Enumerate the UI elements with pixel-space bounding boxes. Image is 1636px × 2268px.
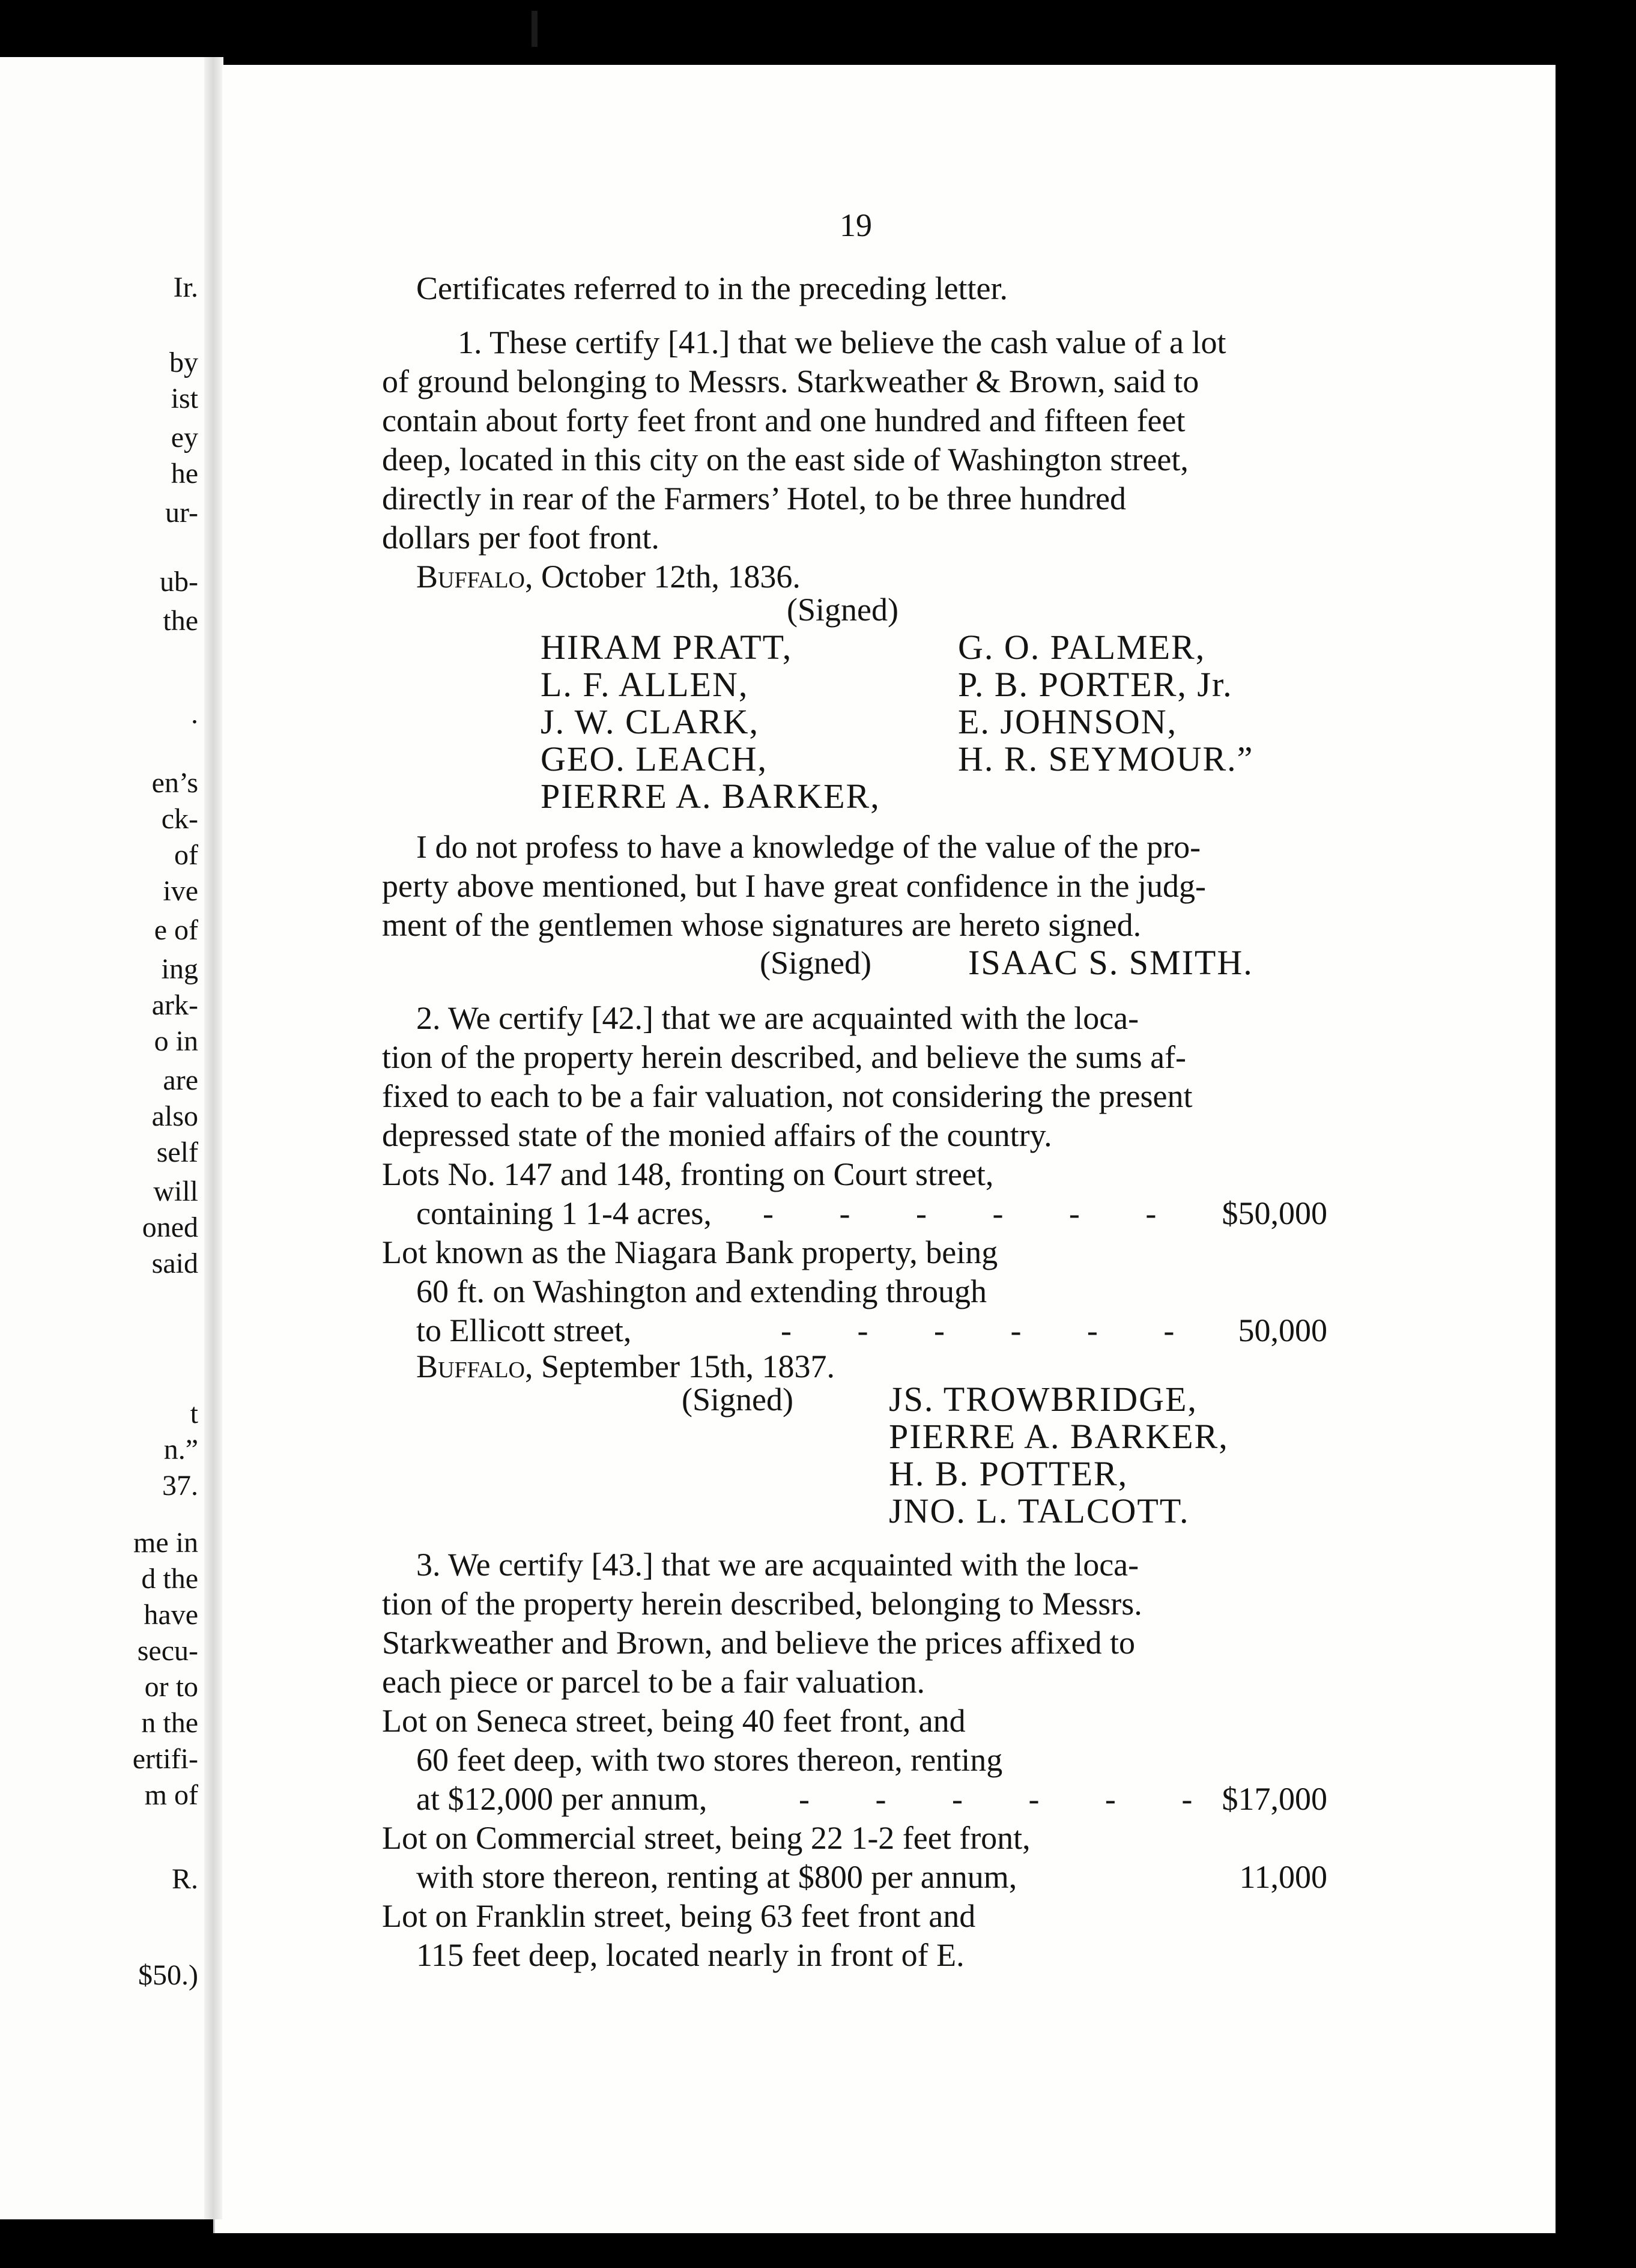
left-fragment: ey [171,422,198,453]
leader-dots: - - - - - - [781,1312,1204,1348]
cert1-signer: PIERRE A. BARKER, [541,777,880,816]
cert1-date: , October 12th, 1836. [525,559,801,595]
left-fragment: Ir. [173,271,198,303]
cert2-line: fixed to each to be a fair valuation, not considering the present [382,1078,1193,1114]
left-fragment: he [171,458,198,490]
cert3-line: 3. We certify [43.] that we are acquainted with the loca- [416,1547,1139,1583]
left-fragment: ub- [160,566,198,598]
cert3-item-line: Lot on Franklin street, being 63 feet front and [382,1898,976,1934]
left-fragment: ive [163,875,198,907]
cert3-line: Starkweather and Brown, and believe the prices affixed to [382,1625,1136,1661]
top-mark [532,11,538,47]
cert1-signer: J. W. CLARK, [541,702,760,741]
cert2-date: , September 15th, 1837. [525,1348,835,1384]
cert1-place: Buffalo [416,559,526,595]
left-fragment: $50.) [138,1959,198,1991]
left-fragment: self [156,1136,198,1168]
left-fragment: or to [144,1671,198,1703]
left-fragment: m of [144,1779,198,1811]
cert3-line: each piece or parcel to be a fair valuation. [382,1664,925,1700]
left-fragment: n the [141,1707,198,1739]
cert1-signer: G. O. PALMER, [958,628,1206,667]
cert1-dateline [416,559,801,595]
left-fragment: ist [171,383,198,414]
cert1-signer: H. R. SEYMOUR.” [958,739,1254,778]
cert2-item-line: 60 ft. on Washington and extending through [416,1273,987,1309]
left-fragment: of [174,839,198,871]
cert2-signed: (Signed) [682,1381,793,1418]
cert1-line: dollars per foot front. [382,520,659,556]
left-fragment: are [163,1064,198,1096]
cert1-signed: (Signed) [787,592,898,628]
cert1-line: contain about forty feet front and one hundred and fifteen feet [382,402,1186,438]
cert3-item-line: 115 feet deep, located nearly in front of E. [416,1937,965,1973]
cert2-line: 2. We certify [42.] that we are acquainted with the loca- [416,1000,1139,1036]
left-fragment: secu- [137,1635,198,1667]
cert3-line: tion of the property herein described, belonging to Messrs. [382,1586,1142,1622]
smith-line: perty above mentioned, but I have great confidence in the judg- [382,868,1206,904]
smith-signer: ISAAC S. SMITH. [968,943,1253,982]
cert2-amount: 50,000 [1238,1312,1327,1348]
left-fragment: the [163,605,198,637]
left-fragment: ertifi- [132,1743,198,1775]
cert2-signer: PIERRE A. BARKER, [889,1417,1229,1456]
left-fragment: me in [133,1527,198,1559]
heading: Certificates referred to in the preceding letter. [416,270,1008,306]
smith-line: ment of the gentlemen whose signatures are hereto signed. [382,907,1142,943]
cert1-signer: E. JOHNSON, [958,702,1178,741]
left-fragment: by [169,347,198,378]
left-fragment: said [151,1248,198,1279]
smith-line: I do not profess to have a knowledge of the value of the pro- [416,829,1201,865]
left-fragment: t [190,1398,198,1430]
left-fragment: o in [154,1025,198,1057]
cert1-signer: GEO. LEACH, [541,739,768,778]
left-fragment: en’s [151,767,198,799]
left-fragment: also [151,1100,198,1132]
leader-dots: - - - - - - [763,1195,1186,1231]
cert3-item-line: Lot on Commercial street, being 22 1-2 feet front, [382,1820,1031,1856]
cert1-signer: L. F. ALLEN, [541,665,749,704]
cert2-dateline [416,1348,835,1384]
cert2-signer: JS. TROWBRIDGE, [889,1380,1198,1419]
cert2-item-line: containing 1 1-4 acres, [416,1195,712,1231]
cert3-item-line: at $12,000 per annum, [416,1781,707,1817]
cert2-line: depressed state of the monied affairs of the country. [382,1117,1052,1153]
leader-dots: - - - - - - [799,1781,1222,1817]
left-fragment: ing [161,953,198,985]
cert3-item-line: with store thereon, renting at $800 per annum, [416,1859,1017,1895]
cert1-line: deep, located in this city on the east side of Washington street, [382,441,1189,478]
smith-signed: (Signed) [760,945,871,981]
cert2-item-line: Lot known as the Niagara Bank property, being [382,1234,998,1270]
cert2-place: Buffalo [416,1348,526,1384]
left-fragment: ark- [151,989,198,1021]
cert1-signer: HIRAM PRATT, [541,628,793,667]
left-fragment: . [191,698,198,730]
cert2-item-line: to Ellicott street, [416,1312,632,1348]
left-fragment: have [144,1599,198,1631]
left-fragment: 37. [162,1470,198,1502]
left-fragment: e of [154,914,198,946]
left-fragment: will [153,1175,198,1207]
cert2-amount: $50,000 [1222,1195,1327,1231]
left-fragment: R. [171,1863,198,1895]
left-fragment: ur- [165,497,198,529]
cert3-amount: $17,000 [1222,1781,1327,1817]
cert1-signer: P. B. PORTER, Jr. [958,665,1233,704]
cert1-line: 1. These certify [41.] that we believe the cash value of a lot [458,324,1226,360]
cert1-line: directly in rear of the Farmers’ Hotel, to be three hundred [382,481,1127,517]
cert3-item-line: Lot on Seneca street, being 40 feet front, and [382,1703,966,1739]
left-fragment: ck- [161,803,198,835]
page-number: 19 [840,207,872,243]
cert1-line: of ground belonging to Messrs. Starkweather & Brown, said to [382,363,1199,399]
cert2-signer: JNO. L. TALCOTT. [889,1491,1190,1530]
cert2-item-line: Lots No. 147 and 148, fronting on Court street, [382,1156,994,1192]
cert3-amount: 11,000 [1239,1859,1327,1895]
cert2-signer: H. B. POTTER, [889,1454,1129,1493]
page-fold [204,57,222,2219]
cert2-line: tion of the property herein described, and believe the sums af- [382,1039,1187,1075]
left-fragment: n.” [163,1434,198,1466]
cert3-item-line: 60 feet deep, with two stores thereon, renting [416,1742,1003,1778]
left-fragment: oned [142,1211,198,1243]
left-fragment: d the [141,1563,198,1595]
